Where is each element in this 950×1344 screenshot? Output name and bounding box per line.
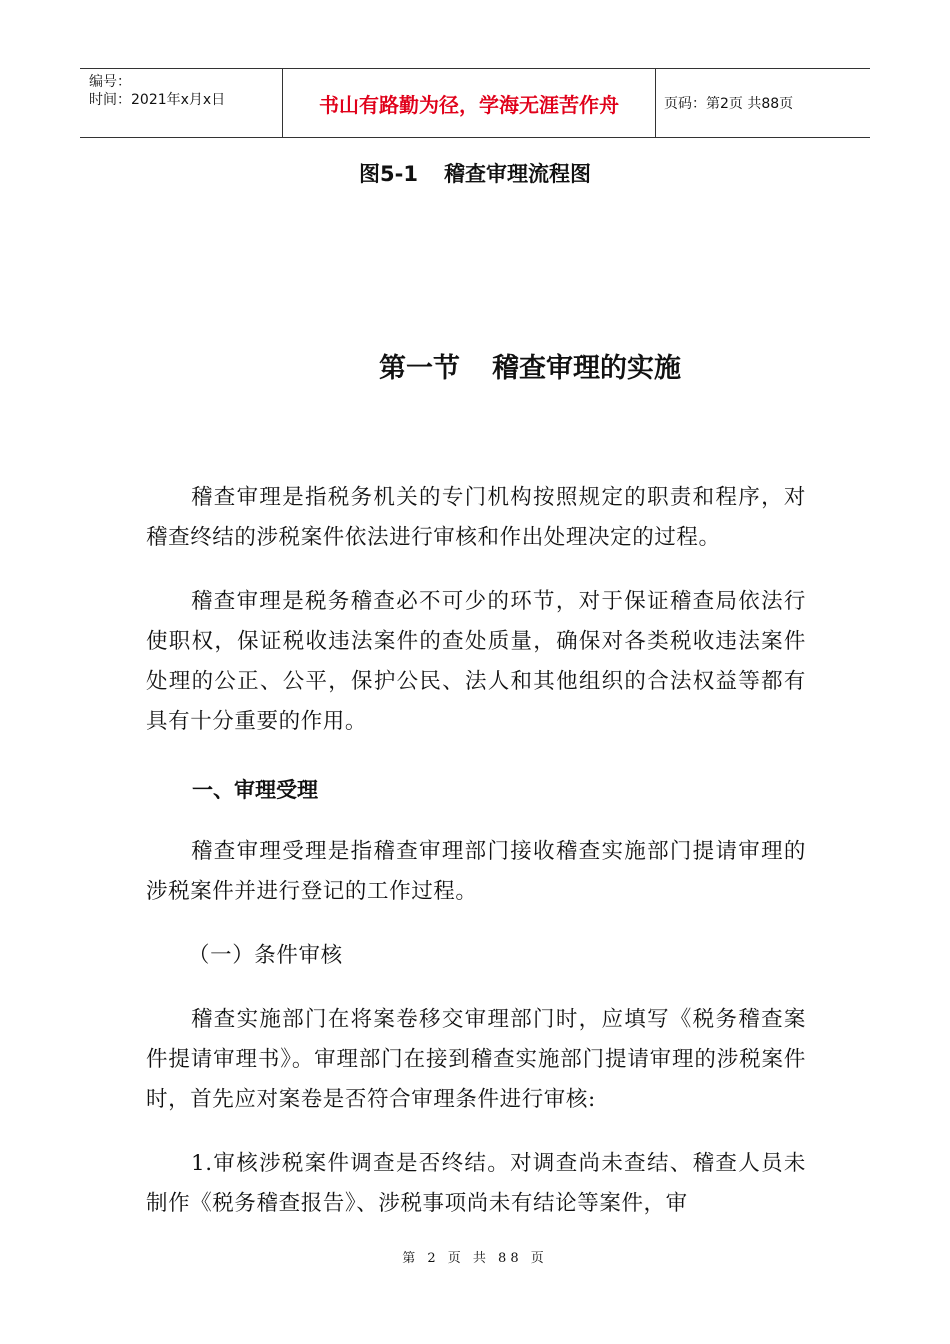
subheading-2: （一）条件审核 bbox=[188, 943, 343, 968]
number-label: 编号： bbox=[89, 74, 131, 90]
figure-number: 图5-1 bbox=[359, 162, 418, 186]
paragraph-5: 1.审核涉税案件调查是否终结。对调查尚未查结、稽查人员未制作《税务稽查报告》、涉税事项尚未有结论等案件，审 bbox=[146, 1151, 806, 1216]
section-heading bbox=[0, 346, 950, 385]
section-title: 稽查审理的实施 bbox=[492, 353, 681, 384]
header-page-info: 页码：第2页 共88页 bbox=[664, 96, 794, 112]
paragraph-1: 稽查审理是指税务机关的专门机构按照规定的职责和程序，对稽查终结的涉税案件依法进行审核和作出处理决定的过程。 bbox=[146, 485, 806, 550]
paragraph-4: 稽查实施部门在将案卷移交审理部门时，应填写《税务稽查案件提请审理书》。审理部门在接到稽查实施部门提请审理的涉税案件时，首先应对案卷是否符合审理条件进行审核: bbox=[146, 1007, 806, 1112]
header-meta bbox=[80, 69, 282, 137]
page-header bbox=[80, 68, 870, 138]
page-footer: 第 2 页 共 88 页 bbox=[402, 1251, 548, 1266]
header-motto: 书山有路勤为径，学海无涯苦作舟 bbox=[282, 69, 656, 137]
time-label: 时间：2021年x月x日 bbox=[89, 92, 226, 108]
paragraph-2: 稽查审理是税务稽查必不可少的环节，对于保证稽查局依法行使职权，保证税收违法案件的查处质量，确保对各类税收违法案件处理的公正、公平，保护公民、法人和其他组织的合法权益等都有具有十分重要的作用。 bbox=[146, 589, 806, 734]
figure-caption bbox=[0, 158, 950, 188]
paragraph-3: 稽查审理受理是指稽查审理部门接收稽查实施部门提请审理的涉税案件并进行登记的工作过程。 bbox=[146, 839, 806, 904]
subheading-1: 一、审理受理 bbox=[192, 778, 318, 802]
section-number: 第一节 bbox=[379, 353, 460, 384]
figure-title: 稽查审理流程图 bbox=[443, 162, 591, 186]
